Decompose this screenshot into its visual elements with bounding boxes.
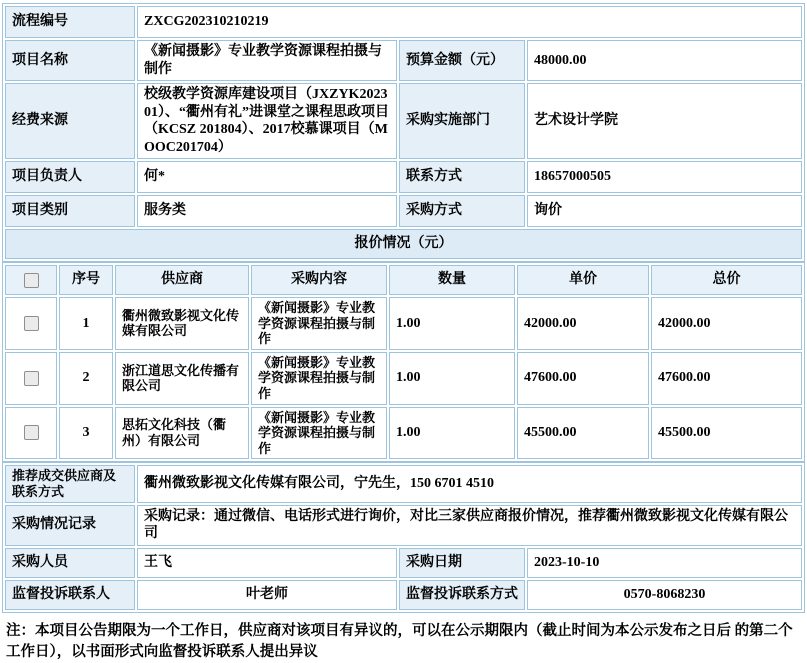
project-info-table <box>2 3 805 262</box>
content-column-header: 采购内容 <box>251 265 387 295</box>
purchase-date-value: 2023-10-10 <box>527 548 802 578</box>
table-row <box>5 297 802 350</box>
supervision-phone-value: 0570-8068230 <box>527 580 802 610</box>
project-category-label: 项目类别 <box>5 195 135 227</box>
quantity-value: 1.00 <box>389 407 515 460</box>
row-checkbox-cell <box>5 352 57 405</box>
procurement-record-label: 采购情况记录 <box>5 505 135 546</box>
supplier-name: 浙江道思文化传播有限公司 <box>115 352 249 405</box>
select-all-checkbox[interactable] <box>24 273 39 288</box>
table-row <box>5 6 802 38</box>
table-row <box>5 407 802 460</box>
total-price-column-header: 总价 <box>651 265 802 295</box>
supplier-column-header: 供应商 <box>115 265 249 295</box>
unit-price-value: 47600.00 <box>517 352 649 405</box>
process-number-label: 流程编号 <box>5 6 135 38</box>
table-row <box>5 505 802 546</box>
contact-label: 联系方式 <box>399 161 525 193</box>
recommended-supplier-value: 衢州微致影视文化传媒有限公司，宁先生，150 6701 4510 <box>137 465 802 502</box>
project-category-value: 服务类 <box>137 195 397 227</box>
total-price-value: 45500.00 <box>651 407 802 460</box>
quantity-value: 1.00 <box>389 297 515 350</box>
supplier-name: 衢州微致影视文化传媒有限公司 <box>115 297 249 350</box>
project-name-value: 《新闻摄影》专业教学资源课程拍摄与制作 <box>137 40 397 81</box>
procurement-method-value: 询价 <box>527 195 802 227</box>
quote-table <box>2 262 805 462</box>
index-column-header: 序号 <box>59 265 113 295</box>
quantity-column-header: 数量 <box>389 265 515 295</box>
row-checkbox[interactable] <box>24 371 39 386</box>
purchase-content: 《新闻摄影》专业教学资源课程拍摄与制作 <box>251 297 387 350</box>
process-number-value: ZXCG202310210219 <box>137 6 802 38</box>
purchase-date-label: 采购日期 <box>399 548 525 578</box>
funding-source-value: 校级教学资源库建设项目（JXZYK202301）、“衢州有礼”进课堂之课程思政项目（KCSZ 201804）、2017校慕课项目（MOOC201704） <box>137 83 397 159</box>
funding-source-label: 经费来源 <box>5 83 135 159</box>
contact-value: 18657000505 <box>527 161 802 193</box>
row-index: 2 <box>59 352 113 405</box>
unit-price-value: 45500.00 <box>517 407 649 460</box>
total-price-value: 42000.00 <box>651 297 802 350</box>
unit-price-column-header: 单价 <box>517 265 649 295</box>
row-index: 3 <box>59 407 113 460</box>
table-row <box>5 83 802 159</box>
row-checkbox[interactable] <box>24 425 39 440</box>
row-checkbox-cell <box>5 297 57 350</box>
result-info-table <box>2 462 805 612</box>
unit-price-value: 42000.00 <box>517 297 649 350</box>
supervision-contact-label: 监督投诉联系人 <box>5 580 135 610</box>
supplier-name: 思拓文化科技（衢州）有限公司 <box>115 407 249 460</box>
budget-value: 48000.00 <box>527 40 802 81</box>
quote-section-title: 报价情况（元） <box>5 229 802 259</box>
table-row <box>5 465 802 502</box>
purchasing-department-value: 艺术设计学院 <box>527 83 802 159</box>
table-row <box>5 229 802 259</box>
announcement-note: 注：本项目公告期限为一个工作日，供应商对该项目有异议的，可以在公示期限内（截止时间为本公示发布之日后 的第二个工作日），以书面形式向监督投诉联系人提出异议 <box>6 622 793 660</box>
table-row <box>5 580 802 610</box>
purchase-content: 《新闻摄影》专业教学资源课程拍摄与制作 <box>251 407 387 460</box>
select-all-cell <box>5 265 57 295</box>
procurement-record-value: 采购记录：通过微信、电话形式进行询价，对比三家供应商报价情况，推荐衢州微致影视文化传媒有限公司 <box>137 505 802 546</box>
project-name-label: 项目名称 <box>5 40 135 81</box>
project-leader-value: 何* <box>137 161 397 193</box>
purchase-content: 《新闻摄影》专业教学资源课程拍摄与制作 <box>251 352 387 405</box>
project-leader-label: 项目负责人 <box>5 161 135 193</box>
table-row <box>5 548 802 578</box>
buyer-value: 王飞 <box>137 548 397 578</box>
quote-table-header-row <box>5 265 802 295</box>
supervision-contact-value: 叶老师 <box>137 580 397 610</box>
row-index: 1 <box>59 297 113 350</box>
row-checkbox-cell <box>5 407 57 460</box>
table-row <box>5 195 802 227</box>
recommended-supplier-label: 推荐成交供应商及联系方式 <box>5 465 135 502</box>
buyer-label: 采购人员 <box>5 548 135 578</box>
table-row <box>5 161 802 193</box>
procurement-method-label: 采购方式 <box>399 195 525 227</box>
row-checkbox[interactable] <box>24 316 39 331</box>
purchasing-department-label: 采购实施部门 <box>399 83 525 159</box>
budget-label: 预算金额（元） <box>399 40 525 81</box>
supervision-phone-label: 监督投诉联系方式 <box>399 580 525 610</box>
total-price-value: 47600.00 <box>651 352 802 405</box>
quantity-value: 1.00 <box>389 352 515 405</box>
table-row <box>5 40 802 81</box>
table-row <box>5 352 802 405</box>
